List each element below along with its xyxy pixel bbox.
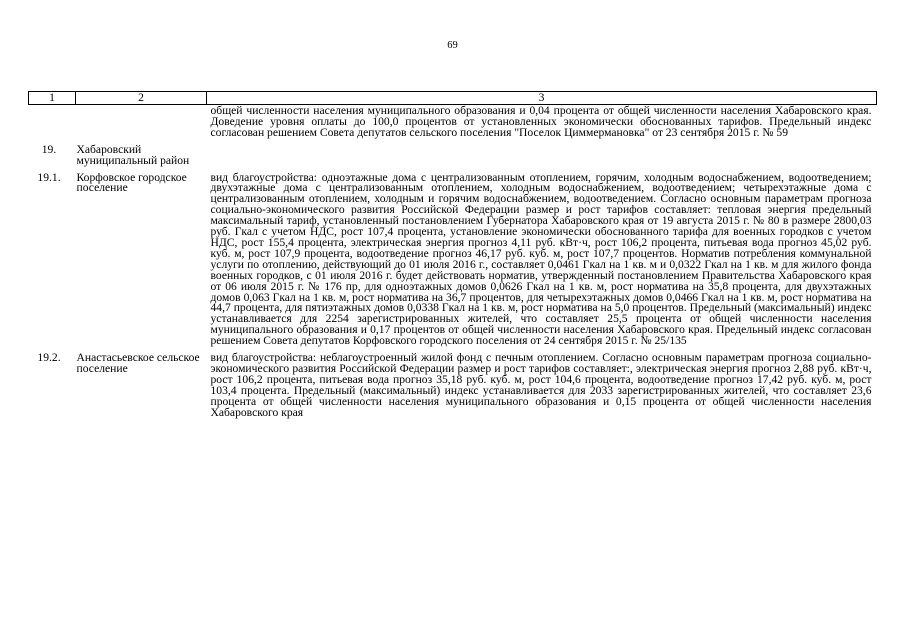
municipality-name: Анастасьевское сельское поселение <box>76 351 200 375</box>
column-header-2: 2 <box>76 92 207 105</box>
table-row <box>29 173 877 354</box>
tariff-description: вид благоустройства: одноэтажные дома с централизованным отоплением, горячим, холодным водоснабжением, водоотведением; двухэтажные дома с централизованным отоплением, холодным водоснабжением, водоотведением; четырехэтажные дома с централизованным отоплением, холодным и горячим водоснабжением, водоотведением. Согласно основным параметрам прогноза социально-экономического развития Российской Федерации размер и рост тарифов составляет: тепловая энергия предельный максимальный тариф, установленный постановлением Губернатора Хабаровского края от 19 августа 2015 г. № 80 в размере 2800,03 руб. Гкал с учетом НДС, рост 107,4 процента, установление экономически обоснованного тарифа для военных городков с учетом НДС, рост 155,4 процента, электрическая энергия прогноз 4,11 руб. кВт·ч, рост 106,2 процента, питьевая вода прогноз 45,02 руб. куб. м, рост 107,9 процента, водоотведение прогноз 46,17 руб. куб. м, рост 107,7 процентов. Норматив потребления коммунальной услуги по отоплению, действующий до 01 июля 2016 г., составляет 0,0461 Гкал на 1 кв. м и 0,0322 Гкал на 1 кв. м для жилого фонда военных городков, с 01 июля 2016 г. будет действовать норматив, утвержденный постановлением Правительства Хабаровского края от 06 июля 2015 г. № 176 пр, для одноэтажных домов 0,0626 Гкал на 1 кв. м, рост норматива на 35,8 процента, для двухэтажных домов 0,063 Гкал на 1 кв. м, рост норматива на 36,7 процентов, для четырехэтажных домов 0,0466 Гкал на 1 кв. м, рост норматива на 44,7 процента, для пятиэтажных домов 0,0338 Гкал на 1 кв. м, рост норматива на 5,0 процентов. Предельный (максимальный) индекс устанавливается для 2254 зарегистрированных жителей, что составляет 25,5 процента от общей численности населения муниципального образования и 0,17 процентов от общей численности населения Хабаровского края. Предельный индекс согласован решением Совета депутатов Корфовского городского поселения от 24 сентября 2015 г. № 25/135 <box>210 170 872 348</box>
row-number: 19.2. <box>37 351 61 365</box>
row-number: 19. <box>41 142 57 156</box>
column-header-1: 1 <box>29 92 76 105</box>
tariff-table <box>28 91 877 418</box>
row-number <box>29 105 76 145</box>
row-number: 19.1. <box>37 170 61 184</box>
tariff-description: общей численности населения муниципального образования и 0,04 процента от общей численности населения Хабаровского края. Доведение уровня оплаты до 100,0 процентов от установленных экономически обоснованных тарифов. Предельный индекс согласован решением Совета депутатов сельского поселения "Поселок Циммермановка" от 23 сентября 2015 г. № 59 <box>210 104 872 139</box>
page-number: 69 <box>447 40 458 51</box>
municipality-name: Хабаровский муниципальный район <box>76 142 190 167</box>
tariff-description: вид благоустройства: неблагоустроенный жилой фонд с печным отоплением. Согласно основным параметрам прогноза социально-экономического развития Российской Федерации размер и рост тарифов составляет:, электрическая энергия прогноз 2,88 руб. кВт·ч, рост 106,2 процента, питьевая вода прогноз 35,18 руб. куб. м, рост 104,6 процента, водоотведение прогноз 17,42 руб. куб. м, рост 103,4 процента. Предельный (максимальный) индекс устанавливается для 2033 зарегистрированных жителей, что составляет 23,6 процента от общей численности населения муниципального образования и 0,15 процента от общей численности населения Хабаровского края <box>210 351 872 419</box>
municipality-name: Корфовское городское поселение <box>76 170 187 195</box>
column-header-3: 3 <box>207 92 877 105</box>
table-row <box>29 353 877 418</box>
table-header-row <box>29 92 877 105</box>
table-row <box>29 105 877 145</box>
table-row <box>29 145 877 173</box>
tariff-description <box>207 145 877 173</box>
municipality-name <box>76 105 207 145</box>
